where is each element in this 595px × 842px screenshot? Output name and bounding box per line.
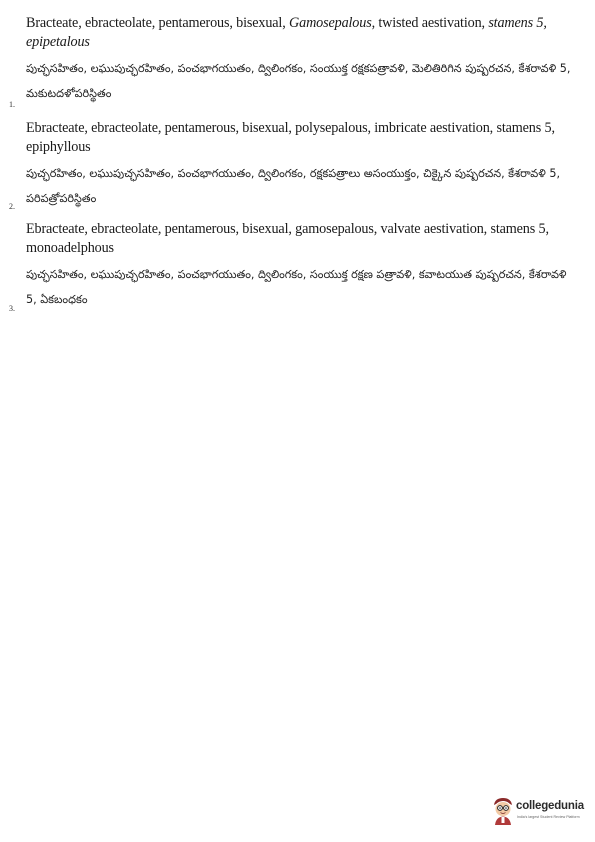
option-text-segment-italic: Gamosepalous [289, 15, 372, 31]
brand-tagline: India's largest Student Review Platform [517, 815, 580, 819]
option-text-segment: Ebracteate, ebracteolate, pentamerous, bisexual, polysepalous, imbricate aestivation, stamens 5, epiphyllous [26, 120, 555, 155]
collegedunia-mascot-icon [491, 796, 515, 826]
option-telugu-text: పుచ్ఛరహితం, లఘుపుచ్ఛసహితం, పంచభాగయుతం, ద్విలింగకం, రక్షకపత్రాలు అసంయుక్తం, చిక్కైన పుష్పరచన, కేశరావళి 5, పరిపత్రోపరిస్థితం [26, 167, 561, 205]
answer-option-2 [9, 119, 574, 211]
answer-option-1 [9, 14, 574, 109]
option-english-text [26, 14, 574, 52]
option-telugu-text: పుచ్ఛసహితం, లఘుపుచ్ఛరహితం, పంచభాగయుతం, ద్విలింగకం, సంయుక్త రక్షకపత్రావళి, మెలితిరిగిన పుష్పరచన, కేశరావళి 5, మకుటదళోపరిస్థితం [26, 62, 571, 100]
option-number: 1. [9, 100, 15, 109]
option-text-segment: Ebracteate, ebracteolate, pentamerous, bisexual, gamosepalous, valvate aestivation, stamens 5, monoadelphous [26, 221, 549, 256]
option-text-segment: Bracteate, ebracteolate, pentamerous, bisexual, [26, 15, 290, 31]
option-number: 3. [9, 304, 15, 313]
option-text-segment-italic: stamens 5, epipetalous [26, 15, 547, 50]
option-english-text [26, 119, 574, 157]
option-number: 2. [9, 202, 15, 211]
option-text-segment: , twisted aestivation, [371, 15, 489, 31]
brand-name: collegedunia [516, 800, 584, 812]
option-english-text [26, 220, 574, 258]
answer-option-3 [9, 220, 574, 313]
option-telugu-text: పుచ్ఛసహితం, లఘుపుచ్ఛరహితం, పంచభాగయుతం, ద్విలింగకం, సంయుక్త రక్షణ పత్రావళి, కవాటయుత పుష్పరచన, కేశరావళి 5, ఏకబంధకం [26, 268, 567, 306]
collegedunia-logo [491, 794, 591, 830]
